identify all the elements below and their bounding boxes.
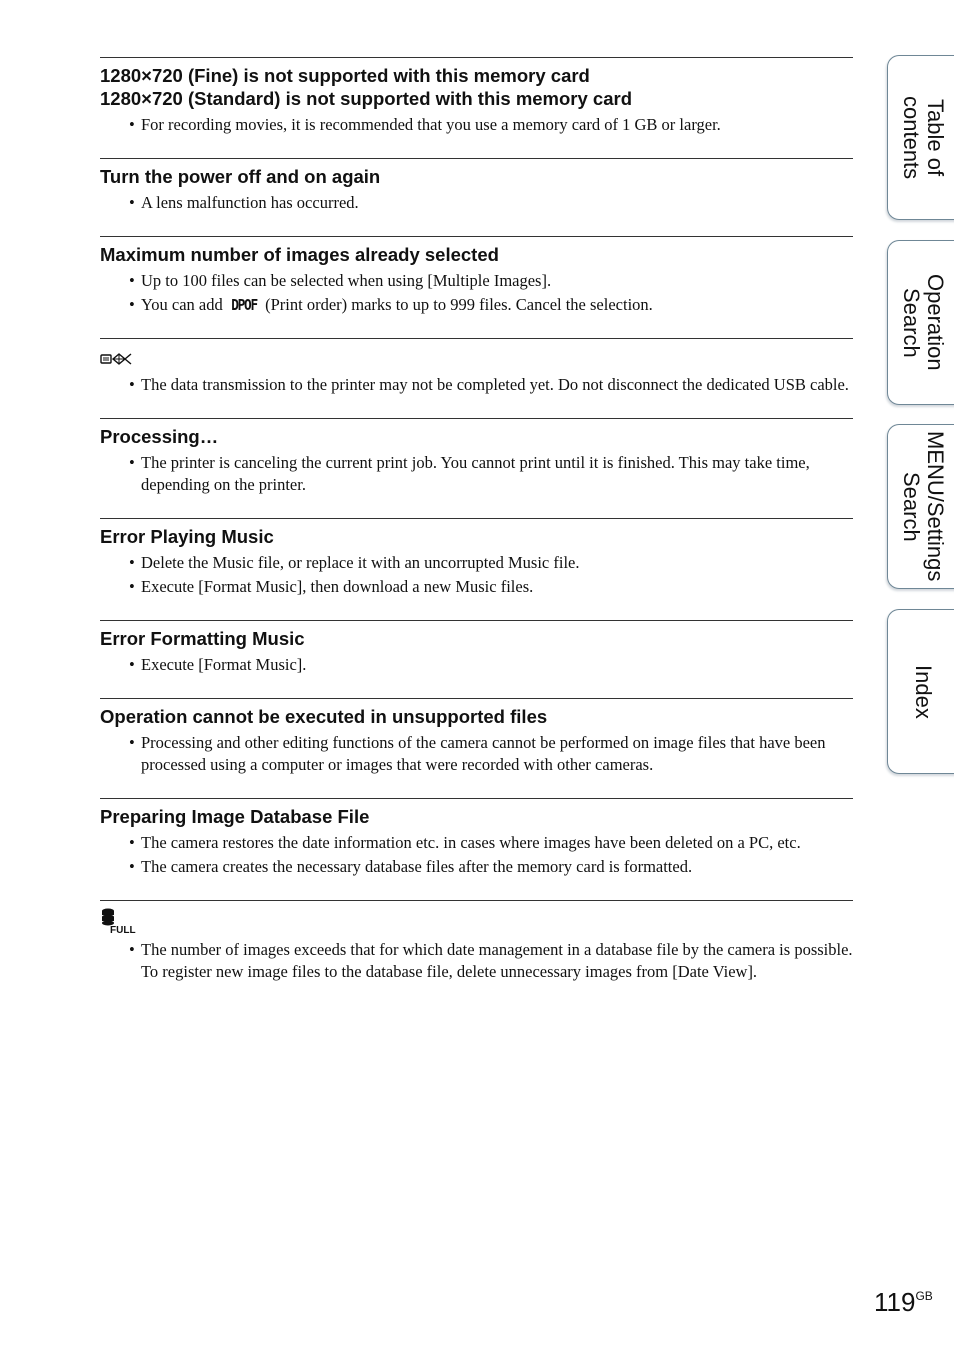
message-title: 1280×720 (Fine) is not supported with this memory card: [100, 65, 590, 86]
list-item: • Processing and other editing functions of the camera cannot be performed on image files that have been processed using a computer or images that were recorded with other cameras.: [100, 732, 853, 776]
message-section: [100, 158, 853, 236]
message-title: Processing…: [100, 426, 219, 447]
message-title: Maximum number of images already selected: [100, 244, 499, 265]
message-title: Operation cannot be executed in unsupported files: [100, 706, 548, 727]
list-item: • Up to 100 files can be selected when using [Multiple Images].: [100, 270, 853, 292]
tab-label: Table of contents: [899, 95, 948, 180]
tab-menu-settings-search[interactable]: [887, 424, 954, 589]
message-title: Preparing Image Database File: [100, 806, 370, 827]
message-section: [100, 418, 853, 518]
list-item: • The number of images exceeds that for which date management in a database file by the camera is possible. To register new image files to the database file, delete unnecessary images from [Date View].: [100, 939, 853, 983]
message-title: Turn the power off and on again: [100, 166, 381, 187]
message-section: [100, 518, 853, 620]
message-title: Error Playing Music: [100, 526, 274, 547]
list-item: • For recording movies, it is recommended that you use a memory card of 1 GB or larger.: [100, 114, 853, 136]
tab-index[interactable]: [887, 609, 954, 774]
page-number-value: 119: [874, 1287, 916, 1317]
dpof-prefix: You can add: [141, 295, 223, 314]
list-item: • The data transmission to the printer may not be completed yet. Do not disconnect the dedicated USB cable.: [100, 374, 853, 396]
usb-transfer-icon: [100, 351, 132, 367]
tab-table-of-contents[interactable]: [887, 55, 954, 220]
message-section: [100, 900, 853, 1005]
tab-operation-search[interactable]: [887, 240, 954, 405]
message-title: Error Formatting Music: [100, 628, 305, 649]
tab-label: MENU/Settings Search: [899, 431, 948, 582]
message-section: [100, 57, 853, 158]
list-item: • Execute [Format Music], then download a new Music files.: [100, 576, 853, 598]
message-title: 1280×720 (Standard) is not supported with this memory card: [100, 88, 633, 109]
list-item: • A lens malfunction has occurred.: [100, 192, 853, 214]
tab-label: Index: [911, 664, 936, 719]
message-section: [100, 236, 853, 338]
list-item: [100, 294, 853, 316]
list-item: • Execute [Format Music].: [100, 654, 853, 676]
dpof-icon: DPOF: [231, 296, 257, 314]
message-list: [100, 57, 853, 1005]
tab-label: Operation Search: [899, 274, 948, 371]
list-item: • The camera restores the date information etc. in cases where images have been deleted on a PC, etc.: [100, 832, 853, 854]
message-section: [100, 798, 853, 900]
message-section: [100, 620, 853, 698]
list-item: • Delete the Music file, or replace it with an uncorrupted Music file.: [100, 552, 853, 574]
list-item: • The printer is canceling the current print job. You cannot print until it is finished. This may take time, depending on the printer.: [100, 452, 853, 496]
svg-text:FULL: FULL: [110, 925, 136, 935]
page-number-suffix: GB: [915, 1289, 933, 1303]
list-item: • The camera creates the necessary database files after the memory card is formatted.: [100, 856, 853, 878]
dpof-suffix: (Print order) marks to up to 999 files. Cancel the selection.: [265, 295, 653, 314]
database-full-icon: [100, 907, 136, 935]
message-section: [100, 338, 853, 418]
message-section: [100, 698, 853, 798]
page-number: [874, 1287, 933, 1318]
